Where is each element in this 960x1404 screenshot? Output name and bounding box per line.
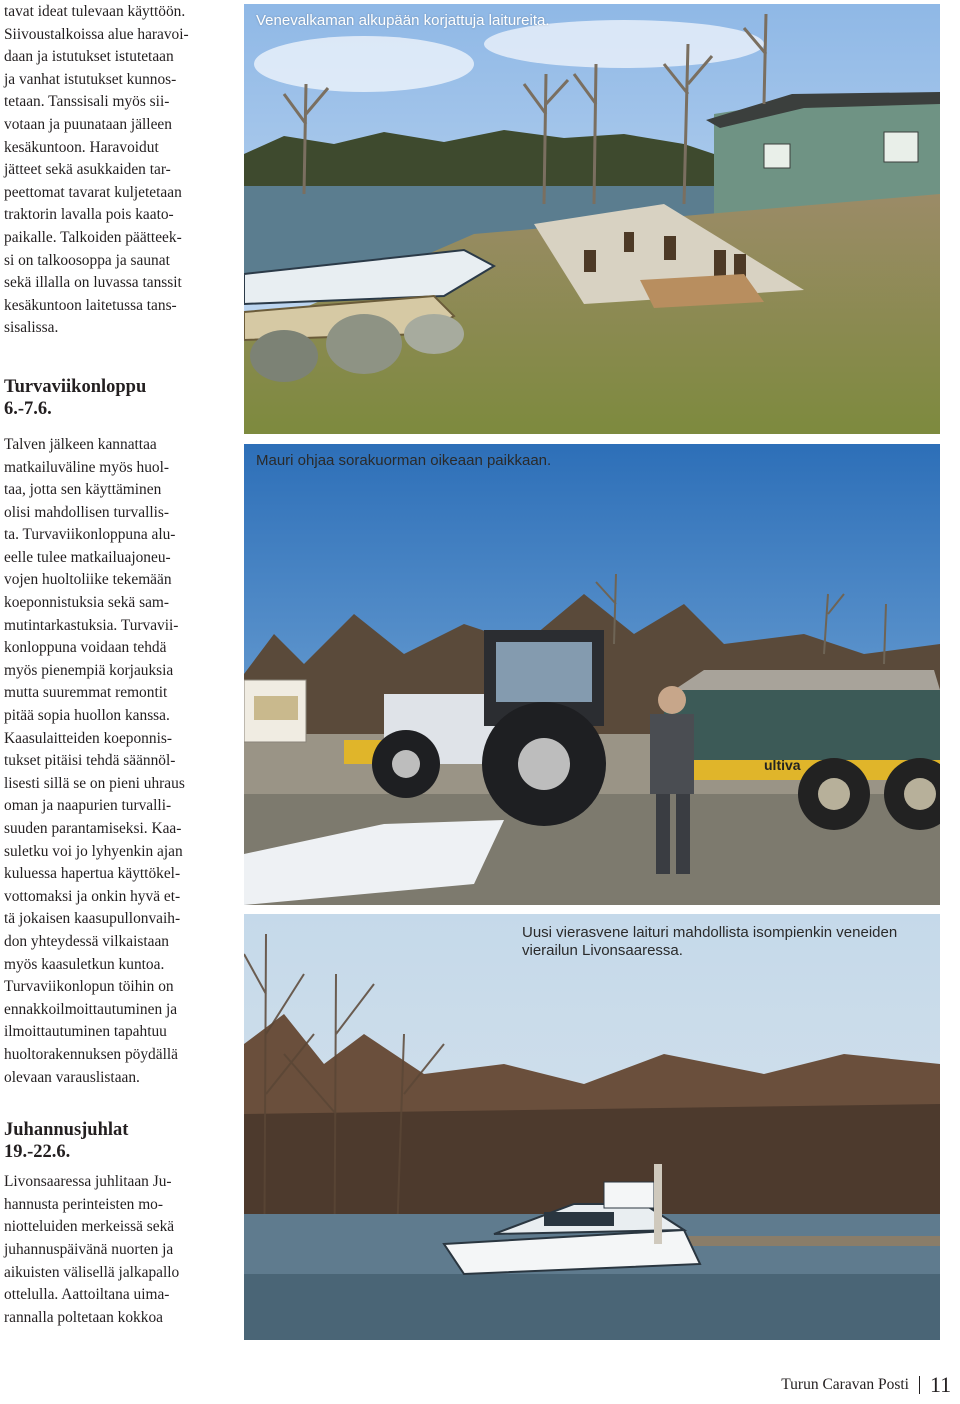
turvaviikonloppu-line: oman ja naapurien turvalli- (4, 797, 172, 815)
turvaviikonloppu-line: suletku voi jo lyhyenkin ajan (4, 842, 183, 860)
turvaviikonloppu-line: lisesti sillä se on pieni uhraus (4, 774, 185, 792)
photo-tractor-image (244, 444, 940, 905)
turvaviikonloppu-line: olisi mahdollisen turvallis- (4, 503, 170, 521)
turvaviikonloppu-line: huoltorakennuksen pöydällä (4, 1045, 178, 1063)
section-heading-turvaviikonloppu: Turvaviikonloppu (4, 376, 147, 397)
turvaviikonloppu-paragraph (4, 434, 220, 1089)
page-number: 11 (930, 1372, 952, 1397)
photo-guest-boat (244, 914, 940, 1340)
intro-line: ja vanhat istutukset kunnos- (4, 70, 177, 88)
page-footer (781, 1372, 960, 1398)
juhannusjuhlat-paragraph (4, 1171, 220, 1329)
juhannusjuhlat-line: aikuisten välisellä jalkapallo (4, 1263, 180, 1281)
intro-line: jätteet sekä asukkaiden tar- (4, 161, 171, 179)
juhannusjuhlat-line: Livonsaaressa juhlitaan Ju- (4, 1173, 172, 1191)
intro-line: kesäkuntoon laitetussa tans- (4, 296, 177, 314)
photo3-caption: Uusi vierasvene laituri mahdollista isompienkin veneiden vierailun Livonsaaressa. (522, 924, 898, 959)
turvaviikonloppu-line: vottomaksi ja onkin hyvä et- (4, 887, 181, 905)
intro-line: kesäkuntoon. Haravoidut (4, 138, 159, 156)
turvaviikonloppu-line: don yhteydessä vilkaistaan (4, 932, 169, 950)
turvaviikonloppu-line: koeponnistuksia sekä sam- (4, 594, 169, 612)
intro-line: si on talkoosoppa ja saunat (4, 251, 170, 269)
turvaviikonloppu-line: suuden parantamiseksi. Kaa- (4, 820, 182, 837)
juhannusjuhlat-line: hannusta perinteisten mo- (4, 1195, 163, 1213)
turvaviikonloppu-line: mutintarkastuksia. Turvavii- (4, 616, 179, 634)
juhannusjuhlat-line: rannalla poltetaan kokkoa (4, 1308, 163, 1326)
intro-line: Siivoustalkoissa alue haravoi- (4, 25, 189, 43)
intro-paragraph (4, 1, 220, 340)
turvaviikonloppu-line: Turvaviikonlopun töihin on (4, 978, 174, 996)
trailer-brand-text: ultiva (764, 757, 801, 773)
turvaviikonloppu-line: mutta suuremmat remontit (4, 684, 168, 702)
turvaviikonloppu-line: olevaan varauslistaan. (4, 1068, 140, 1086)
turvaviikonloppu-line: tä jokaisen kaasupullonvaih- (4, 910, 181, 928)
photo1-caption: Venevalkaman alkupään korjattuja laitureita. (256, 12, 550, 29)
turvaviikonloppu-line: eelle tulee matkailuajoneu- (4, 548, 171, 566)
turvaviikonloppu-line: tukset pitäisi tehdä säännöl- (4, 752, 176, 770)
intro-line: sekä illalla on luvassa tanssit (4, 274, 182, 292)
section-dates-turvaviikonloppu: 6.-7.6. (4, 398, 52, 419)
juhannusjuhlat-line: niotteluiden merkeissä sekä (4, 1218, 175, 1236)
turvaviikonloppu-line: konloppuna voidaan tehdä (4, 639, 167, 657)
photo2-caption: Mauri ohjaa sorakuorman oikeaan paikkaan. (256, 452, 552, 469)
juhannusjuhlat-line: ottelulla. Aattoiltana uima- (4, 1286, 170, 1304)
turvaviikonloppu-line: myös kaasuletkun kuntoa. (4, 955, 165, 973)
section-dates-juhannusjuhlat: 19.-22.6. (4, 1142, 71, 1163)
juhannusjuhlat-line: juhannuspäivänä nuorten ja (4, 1240, 174, 1258)
turvaviikonloppu-line: Talven jälkeen kannattaa (4, 435, 157, 453)
turvaviikonloppu-line: matkailuväline myös huol- (4, 458, 169, 476)
turvaviikonloppu-line: myös pienempiä korjauksia (4, 661, 174, 679)
intro-line: votaan ja puunataan jälleen (4, 115, 172, 133)
turvaviikonloppu-line: vojen huoltoliike tekemään (4, 571, 172, 589)
turvaviikonloppu-line: Kaasulaitteiden koeponnis- (4, 729, 172, 747)
intro-line: traktorin lavalla pois kaato- (4, 206, 174, 224)
turvaviikonloppu-line: ilmoittautuminen tapahtuu (4, 1023, 167, 1041)
photo-boat-image (244, 914, 940, 1340)
turvaviikonloppu-line: taa, jotta sen käyttäminen (4, 481, 162, 499)
intro-line: tavat ideat tulevaan käyttöön. (4, 3, 186, 20)
turvaviikonloppu-line: ennakkoilmoittautuminen ja (4, 1000, 178, 1018)
intro-line: paikalle. Talkoiden päätteek- (4, 228, 182, 246)
intro-line: sisalissa. (4, 319, 59, 337)
turvaviikonloppu-line: pitää sopia huollon kanssa. (4, 707, 170, 725)
turvaviikonloppu-line: kuluessa hapertua käyttökel- (4, 865, 181, 883)
intro-line: tetaan. Tanssisali myös sii- (4, 93, 170, 111)
section-heading-juhannusjuhlat: Juhannusjuhlat (4, 1120, 129, 1141)
turvaviikonloppu-line: ta. Turvaviikonloppuna alu- (4, 526, 176, 544)
publication-name: Turun Caravan Posti (781, 1376, 909, 1393)
intro-line: daan ja istutukset istutetaan (4, 48, 174, 66)
intro-line: peettomat tavarat kuljetetaan (4, 183, 182, 201)
photo-piers-image (244, 4, 940, 434)
article-text-column (4, 0, 220, 1329)
photo-tractor (244, 444, 940, 905)
photo-repaired-piers (244, 4, 940, 434)
